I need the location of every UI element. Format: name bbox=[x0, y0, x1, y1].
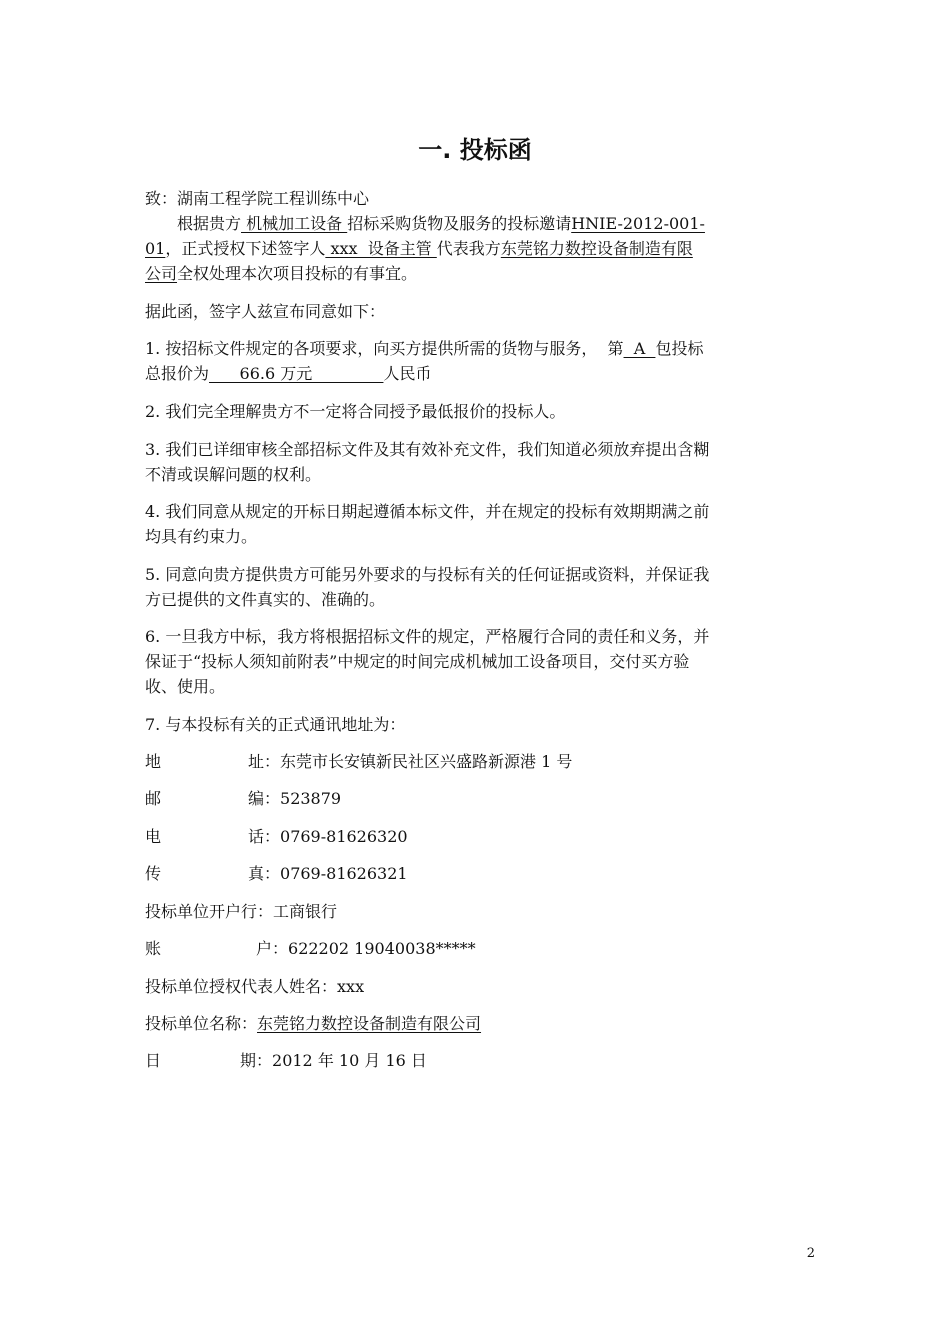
bank-label: 投标单位开户行： bbox=[145, 902, 274, 921]
invitation-code-field: 01 bbox=[145, 239, 166, 258]
contact-company-row bbox=[145, 1011, 481, 1037]
item-6-line-2: 保证于“投标人须知前附表”中规定的时间完成机械加工设备项目，交付买方验 bbox=[145, 652, 690, 671]
company-name-field: 公司 bbox=[145, 264, 178, 283]
item-text: 总报价为 bbox=[145, 364, 210, 383]
account-label-suffix: 户： bbox=[256, 939, 289, 958]
item-4-line-1: 4. 我们同意从规定的开标日期起遵循本标文件，并在规定的投标有效期期满之前 bbox=[145, 502, 710, 521]
fax-label-suffix: 真： bbox=[248, 864, 281, 883]
intro-line-1 bbox=[177, 211, 705, 237]
representative-value: xxx bbox=[337, 977, 365, 996]
intro-line-3 bbox=[145, 261, 417, 287]
item-3-line-2: 不清或误解问题的权利。 bbox=[145, 465, 322, 484]
signer-field: xxx 设备主管 bbox=[325, 239, 437, 258]
total-price-field: 66.6 万元 bbox=[209, 364, 384, 383]
item-2-line: 2. 我们完全理解贵方不一定将合同授予最低报价的投标人。 bbox=[145, 402, 566, 421]
item-6-line-3: 收、使用。 bbox=[145, 677, 226, 696]
contact-postcode-row bbox=[145, 786, 341, 812]
page-number: 2 bbox=[806, 1246, 815, 1261]
date-label-char: 日 bbox=[145, 1051, 162, 1070]
document-title: 一. 投标函 bbox=[418, 136, 532, 164]
item-6-line-1: 6. 一旦我方中标，我方将根据招标文件的规定，严格履行合同的责任和义务，并 bbox=[145, 627, 710, 646]
date-value: 2012 年 10 月 16 日 bbox=[272, 1051, 427, 1070]
item-5-line-2: 方已提供的文件真实的、准确的。 bbox=[145, 590, 386, 609]
item-3-line-1: 3. 我们已详细审核全部招标文件及其有效补充文件，我们知道必须放弃提出含糊 bbox=[145, 440, 710, 459]
account-value: 622202 19040038***** bbox=[288, 939, 476, 958]
contact-bank-row bbox=[145, 899, 337, 925]
item-7-line: 7. 与本投标有关的正式通讯地址为： bbox=[145, 715, 406, 734]
contact-address-row bbox=[145, 749, 572, 775]
fax-label-char: 传 bbox=[145, 864, 162, 883]
contact-account-row bbox=[145, 936, 476, 962]
contact-representative-row bbox=[145, 974, 364, 1000]
postcode-label-char: 邮 bbox=[145, 789, 162, 808]
phone-value: 0769-81626320 bbox=[280, 827, 408, 846]
address-value: 东莞市长安镇新民社区兴盛路新源港 1 号 bbox=[280, 752, 573, 771]
item-4-line-2: 均具有约束力。 bbox=[145, 527, 258, 546]
address-label-char: 地 bbox=[145, 752, 162, 771]
postcode-value: 523879 bbox=[280, 789, 342, 808]
intro-text: 代表我方 bbox=[436, 239, 501, 258]
item-5-line-1: 5. 同意向贵方提供贵方可能另外要求的与投标有关的任何证据或资料，并保证我 bbox=[145, 565, 710, 584]
company-label: 投标单位名称： bbox=[145, 1014, 258, 1033]
item-1-line-1 bbox=[145, 336, 703, 362]
date-label-suffix: 期： bbox=[240, 1051, 273, 1070]
package-field: A bbox=[623, 339, 656, 358]
contact-date-row bbox=[145, 1048, 427, 1074]
declare-line: 据此函，签字人兹宣布同意如下： bbox=[145, 302, 386, 321]
item-text: 1. 按招标文件规定的各项要求，向买方提供所需的货物与服务， 第 bbox=[145, 339, 624, 358]
account-label-char: 账 bbox=[145, 939, 162, 958]
bank-value: 工商银行 bbox=[273, 902, 338, 921]
project-name-field: 机械加工设备 bbox=[241, 214, 348, 233]
intro-text: 全权处理本次项目投标的有事宜。 bbox=[177, 264, 418, 283]
representative-label: 投标单位授权代表人姓名： bbox=[145, 977, 338, 996]
phone-label-char: 电 bbox=[145, 827, 162, 846]
phone-label-suffix: 话： bbox=[248, 827, 281, 846]
item-1-line-2 bbox=[145, 361, 431, 387]
intro-text: ，正式授权下述签字人 bbox=[165, 239, 326, 258]
item-text: 包投标 bbox=[655, 339, 704, 358]
intro-text: 根据贵方 bbox=[177, 214, 242, 233]
address-label-suffix: 址： bbox=[248, 752, 281, 771]
company-value: 东莞铭力数控设备制造有限公司 bbox=[257, 1014, 482, 1033]
intro-text: 招标采购货物及服务的投标邀请 bbox=[347, 214, 572, 233]
item-text: 人民币 bbox=[383, 364, 432, 383]
postcode-label-suffix: 编： bbox=[248, 789, 281, 808]
addressee-line: 致：湖南工程学院工程训练中心 bbox=[145, 189, 370, 208]
intro-line-2 bbox=[145, 236, 693, 262]
contact-phone-row bbox=[145, 824, 408, 850]
fax-value: 0769-81626321 bbox=[280, 864, 408, 883]
invitation-code-field: HNIE-2012-001- bbox=[571, 214, 705, 233]
contact-fax-row bbox=[145, 861, 408, 887]
company-name-field: 东莞铭力数控设备制造有限 bbox=[500, 239, 693, 258]
